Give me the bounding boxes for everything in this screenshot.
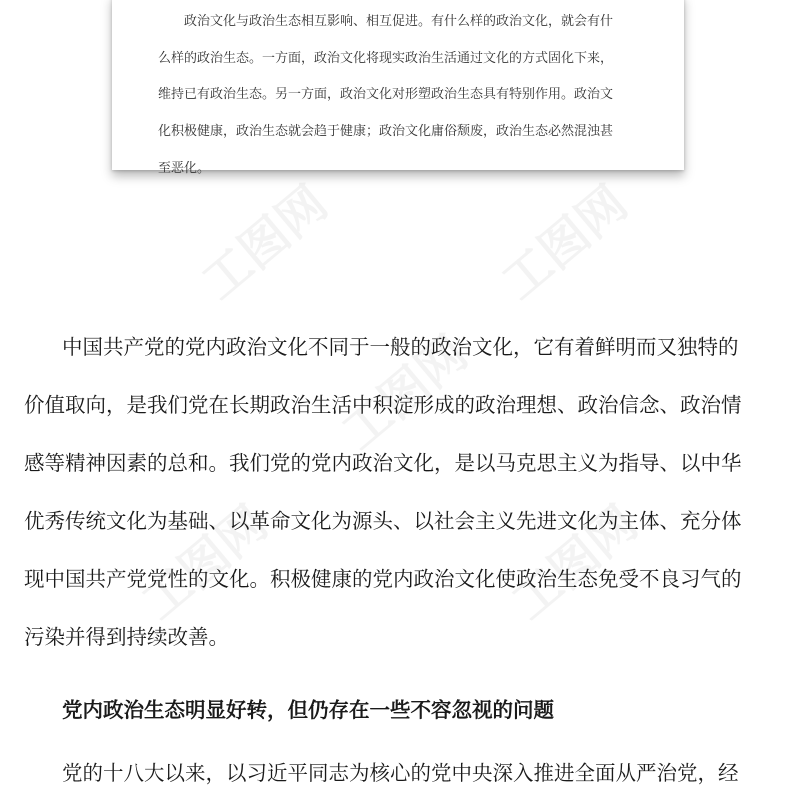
section-heading: 党内政治生态明显好转，但仍存在一些不容忽视的问题	[62, 698, 554, 722]
quote-line: 维持已有政治生态。另一方面，政治文化对形塑政治生态具有特别作用。政治文	[158, 87, 614, 103]
quote-text	[158, 4, 658, 187]
quote-line: 化积极健康，政治生态就会趋于健康；政治文化庸俗颓废，政治生态必然混浊甚	[158, 124, 614, 140]
article-body	[24, 318, 784, 806]
paragraph-line: 价值取向，是我们党在长期政治生活中积淀形成的政治理想、政治信念、政治情	[24, 393, 742, 417]
quote-line: 么样的政治生态。一方面，政治文化将现实政治生活通过文化的方式固化下来，	[158, 50, 614, 66]
watermark: 工图网	[191, 175, 339, 311]
quote-card	[112, 0, 684, 176]
paragraph-line: 党的十八大以来，以习近平同志为核心的党中央深入推进全面从严治党，经	[62, 761, 739, 785]
watermark: 工图网	[491, 175, 639, 311]
quote-line: 至恶化。	[158, 160, 211, 176]
quote-line: 政治文化与政治生态相互影响、相互促进。有什么样的政治文化，就会有什	[184, 14, 614, 29]
paragraph-line: 现中国共产党党性的文化。积极健康的党内政治文化使政治生态免受不良习气的	[24, 567, 742, 591]
paragraph-line: 感等精神因素的总和。我们党的党内政治文化，是以马克思主义为指导、以中华	[24, 451, 742, 475]
paragraph-line: 中国共产党的党内政治文化不同于一般的政治文化，它有着鲜明而又独特的	[62, 335, 739, 359]
paragraph-line: 污染并得到持续改善。	[24, 625, 229, 649]
paragraph-line: 优秀传统文化为基础、以革命文化为源头、以社会主义先进文化为主体、充分体	[24, 509, 742, 533]
watermark: 工图网	[331, 325, 479, 461]
watermark: 工图网	[131, 495, 279, 631]
watermark: 工图网	[501, 495, 649, 631]
